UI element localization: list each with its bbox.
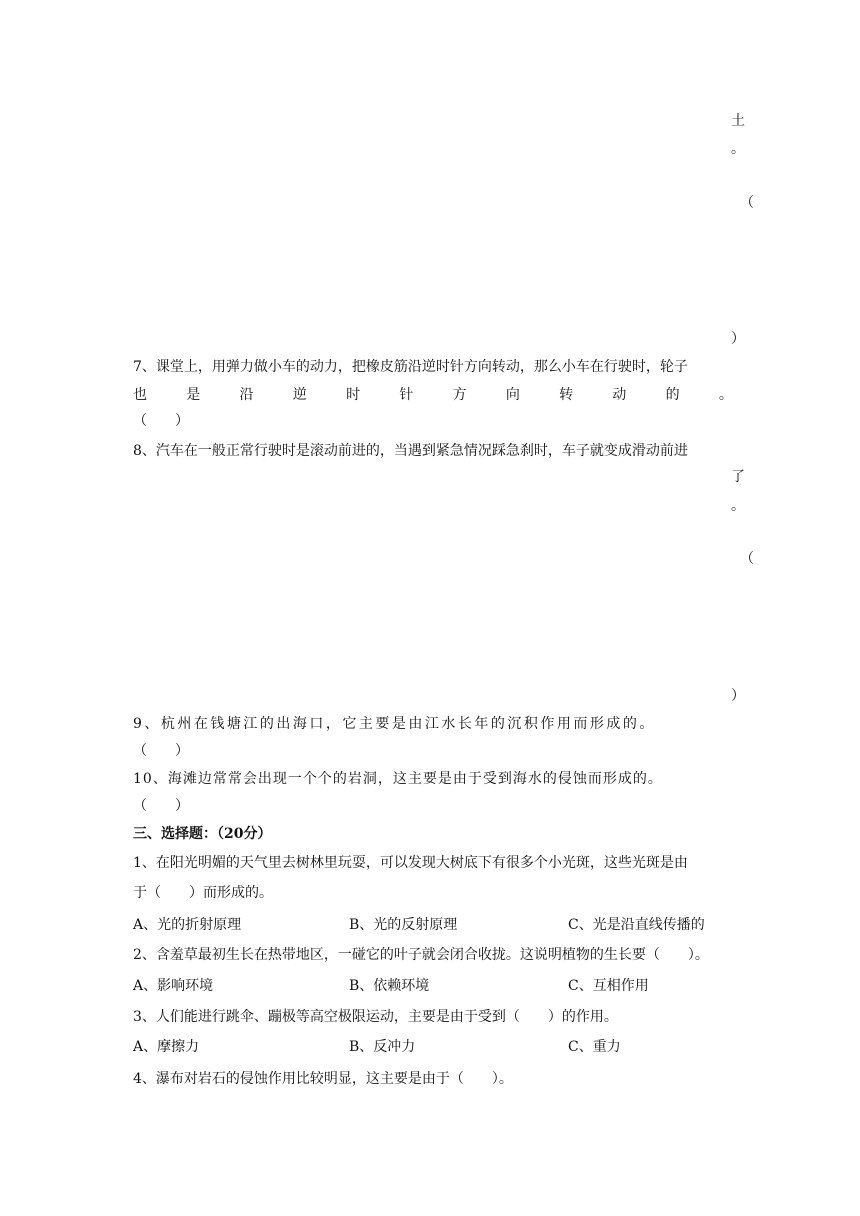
c2-option-a: A、影响环境 (133, 978, 214, 994)
q7-char: 沿 (239, 387, 254, 403)
fragment-paren-open: （ (740, 195, 754, 211)
c3-line1: 3、人们能进行跳伞、蹦极等高空极限运动，主要是由于受到（ ）的作用。 (133, 1009, 618, 1025)
q8-line1: 8、汽车在一般正常行驶时是滚动前进的，当遇到紧急情况踩急刹时，车子就变成滑动前进 (133, 443, 688, 459)
c4-line1: 4、瀑布对岩石的侵蚀作用比较明显，这主要是由于（ ）。 (133, 1071, 513, 1087)
q7-char: 。 (718, 387, 733, 403)
q7-char: 是 (186, 387, 201, 403)
q10-line1: 10、海滩边常常会出现一个个的岩洞，这主要是由于受到海水的侵蚀而形成的。 (133, 771, 663, 787)
q7-char: 逆 (292, 387, 307, 403)
q7-line1: 7、课堂上，用弹力做小车的动力，把橡皮筋沿逆时针方向转动，那么小车在行驶时，轮子 (133, 359, 688, 375)
fragment-paren-close: ） (731, 331, 745, 347)
q7-char: 时 (346, 387, 361, 403)
q9-answer-blank: （ ） (133, 743, 189, 759)
fragment-tu: 土 (731, 113, 745, 129)
c1-line2: 于（ ）而形成的。 (133, 885, 273, 901)
fragment-period: 。 (731, 498, 745, 514)
q7-answer-blank: （ ） (133, 413, 189, 429)
q7-char: 针 (399, 387, 414, 403)
q7-char: 动 (612, 387, 627, 403)
fragment-paren-open: （ (740, 551, 754, 567)
c1-option-b: B、光的反射原理 (349, 917, 458, 933)
q7-char: 也 (133, 387, 147, 403)
fragment-period: 。 (731, 141, 745, 157)
fragment-paren-close: ） (731, 688, 745, 704)
section-heading: 三、选择题：（20分） (133, 826, 272, 842)
fragment-le: 了 (731, 469, 745, 485)
q7-line2 (133, 386, 733, 404)
q9-line1: 9、杭州在钱塘江的出海口，它主要是由江水长年的沉积作用而形成的。 (133, 716, 656, 732)
c3-option-a: A、摩擦力 (133, 1039, 200, 1055)
c1-option-a: A、光的折射原理 (133, 917, 242, 933)
q7-char: 向 (505, 387, 520, 403)
q7-char: 方 (452, 387, 467, 403)
c2-option-c: C、互相作用 (568, 978, 649, 994)
c2-option-b: B、依赖环境 (349, 978, 430, 994)
c3-option-c: C、重力 (568, 1039, 621, 1055)
c1-line1: 1、在阳光明媚的天气里去树林里玩耍，可以发现大树底下有很多个小光斑，这些光斑是由 (133, 855, 688, 871)
c3-option-b: B、反冲力 (349, 1039, 416, 1055)
q7-char: 转 (559, 387, 574, 403)
q7-char: 的 (665, 387, 680, 403)
c2-line1: 2、含羞草最初生长在热带地区，一碰它的叶子就会闭合收拢。这说明植物的生长要（ ）。 (133, 947, 709, 963)
q10-answer-blank: （ ） (133, 798, 189, 814)
c1-option-c: C、光是沿直线传播的 (568, 917, 705, 933)
